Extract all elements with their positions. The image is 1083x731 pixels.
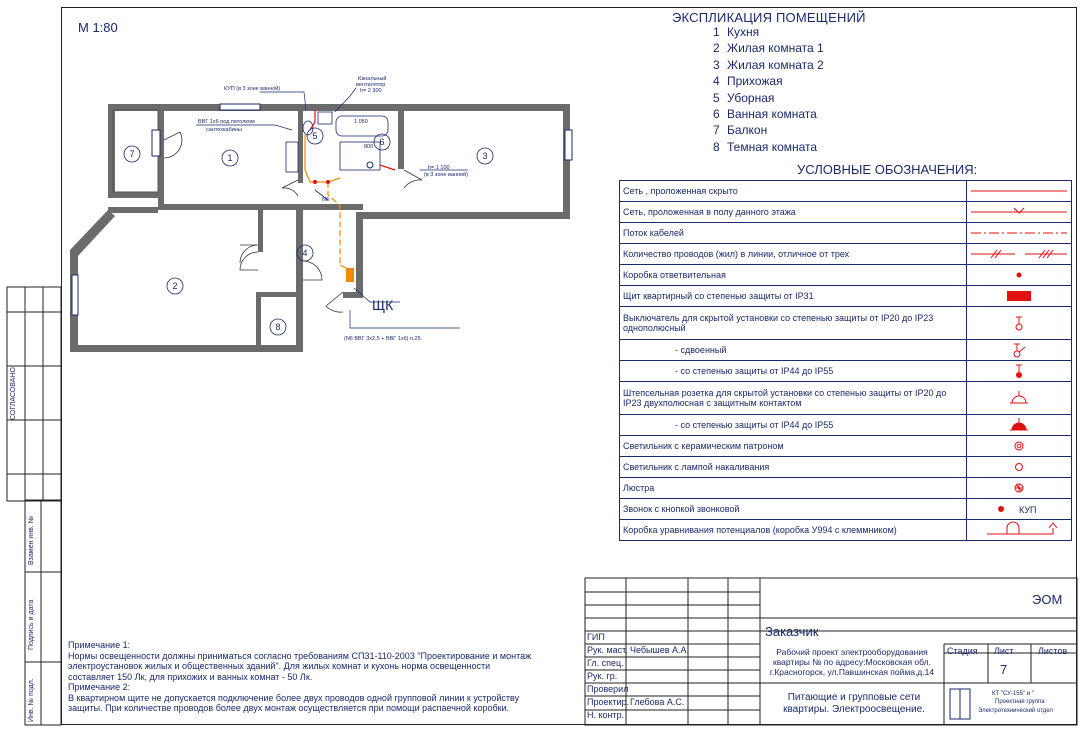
- explication-item: [713, 40, 824, 56]
- legend-text: Светильник с керамическим патроном: [620, 436, 967, 457]
- legend-row: [620, 478, 1072, 499]
- note-2-text: В квартирном щите не допускается подключение более двух проводов одной групповой линии к устройству защиты. При количестве проводов более двух монтаж осуществляется при помощи распаечной коробки.: [68, 692, 520, 713]
- signature-date-label: Подпись и дата: [28, 599, 35, 650]
- dimension-1050: 1 050: [354, 119, 368, 125]
- legend-text: Коробка ответвительная: [620, 265, 967, 286]
- legend-row: [620, 340, 1072, 361]
- role-label: Проверил: [587, 684, 629, 694]
- line-n6-label: N6: [322, 197, 330, 203]
- customer-label: Заказчик: [765, 624, 819, 639]
- legend-row: [620, 223, 1072, 244]
- explication-item: [713, 90, 824, 106]
- role-label: Рук. маст.: [587, 645, 628, 655]
- role-label: ГИП: [587, 632, 605, 642]
- kup-note: КУП (в 3 зоне ванной): [224, 86, 281, 92]
- sheets-label: Листов: [1038, 646, 1068, 656]
- legend-row: [620, 499, 1072, 520]
- legend-text: Звонок с кнопкой звонковой: [620, 499, 967, 520]
- room-name: Темная комната: [727, 139, 818, 154]
- room-name: Кухня: [727, 25, 760, 39]
- switch-ip44-icon: [967, 361, 1072, 382]
- legend-title: УСЛОВНЫЕ ОБОЗНАЧЕНИЯ:: [797, 162, 978, 177]
- notes: [68, 640, 538, 714]
- legend-row: [620, 415, 1072, 436]
- room-number: 5: [713, 90, 720, 105]
- role-person: Глебова А.С.: [630, 697, 685, 707]
- explication-title: ЭКСПЛИКАЦИЯ ПОМЕЩЕНИЙ: [672, 10, 866, 25]
- legend-row: [620, 307, 1072, 340]
- room-number: 7: [713, 123, 720, 138]
- explication-item: [713, 139, 824, 155]
- role-person: Чебышев А.А.: [630, 645, 690, 655]
- explication-item: [713, 122, 824, 138]
- vent-note-3: h= 2 300: [360, 88, 382, 94]
- explication-item: [713, 106, 824, 122]
- drawing-code: ЭОМ: [1032, 592, 1063, 607]
- legend-text: Светильник с лампой накаливания: [620, 457, 967, 478]
- org-name-1: КТ "СУ-155" и ": [992, 691, 1034, 697]
- bell-icon: [967, 499, 1072, 520]
- legend-row: [620, 382, 1072, 415]
- legend-text: - сдвоенный: [620, 340, 967, 361]
- bell-label: КУП: [1019, 505, 1037, 515]
- vent-note-2: вентилятор: [356, 82, 386, 88]
- junction-box-icon: [967, 265, 1072, 286]
- legend-text: Количество проводов (жил) в линии, отличное от трех: [620, 244, 967, 265]
- switch-double-icon: [967, 340, 1072, 361]
- height-1100-note: h= 1 100: [428, 165, 450, 171]
- room-number: 2: [713, 41, 720, 56]
- room-label-6: 6: [379, 137, 385, 147]
- room-label-1: 1: [227, 153, 233, 163]
- panel-label: ЩК: [372, 297, 394, 313]
- line-cable-flow-icon: [967, 223, 1072, 244]
- sheet-number: 7: [1000, 662, 1008, 677]
- room-label-8: 8: [275, 322, 281, 332]
- legend-row: [620, 286, 1072, 307]
- drawing-title: Питающие и групповые сети квартиры. Электроосвещение.: [783, 692, 925, 715]
- legend-row: [620, 361, 1072, 382]
- role-label: Рук. гр.: [587, 671, 618, 681]
- inv-original-label: Инв. № подл.: [28, 678, 35, 722]
- legend-row: [620, 436, 1072, 457]
- explication-item: [713, 73, 824, 89]
- room-number: 1: [713, 25, 720, 39]
- role-label: Гл. спец.: [587, 658, 624, 668]
- explication-list: [713, 24, 824, 155]
- note-2-title: Примечание 2:: [68, 682, 131, 692]
- stage-label: Стадия: [947, 646, 978, 656]
- potential-box-icon: [967, 520, 1072, 541]
- line-floor-icon: [967, 202, 1072, 223]
- panel-board-icon: [967, 286, 1072, 307]
- chandelier-icon: [967, 478, 1072, 499]
- room-number: 3: [713, 57, 720, 72]
- room-number: 6: [713, 107, 720, 122]
- sheet-label: Лист: [994, 646, 1014, 656]
- wire-count-icon: [967, 244, 1072, 265]
- replaced-inv-label: Взамен инв. №: [28, 515, 35, 565]
- side-stamp: [6, 286, 62, 726]
- room-name: Жилая комната 1: [727, 41, 824, 56]
- panel-board-icon: [346, 268, 354, 282]
- legend-text: Поток кабелей: [620, 223, 967, 244]
- agreed-label: СОГЛАСОВАНО:: [10, 365, 17, 420]
- room-label-2: 2: [172, 281, 178, 291]
- legend-text: Щит квартирный со степенью защиты от IP31: [620, 286, 967, 307]
- socket-ip44-icon: [967, 415, 1072, 436]
- vent-note-1: Канальный: [358, 76, 387, 82]
- room-number: 8: [713, 139, 720, 154]
- explication-item: [713, 57, 824, 73]
- cable-ceiling-note-1: ВВГ 1х6 под потолком: [198, 119, 255, 125]
- legend-text: Штепсельная розетка для скрытой установки со степенью защиты от IP20 до IP23 двухполюсная с защитным контактом: [620, 382, 967, 415]
- lamp-ceramic-icon: [967, 436, 1072, 457]
- legend-row: [620, 265, 1072, 286]
- room-name: Жилая комната 2: [727, 57, 824, 72]
- legend-text: - со степенью защиты от IP44 до IP55: [620, 415, 967, 436]
- room-number: 4: [713, 74, 720, 89]
- note-1-text: Нормы освещенности должны приниматься согласно требованиям СП31-110-2003 "Проектирование и монтаж электроустановок жилых и общественных зданий". Для жилых комнат и кухонь норма освещенности составляет 150 Лк, для прихожих и ванных комнат - 50 Лк.: [68, 650, 532, 682]
- room-name: Уборная: [727, 90, 775, 105]
- room-label-7: 7: [129, 149, 135, 159]
- org-name-3: Электротехнический отдел: [978, 708, 1053, 714]
- legend-row: [620, 520, 1072, 541]
- project-description: Рабочий проект электрооборудования квартиры № по адресу:Московская обл, г.Красногорск, ул.Павшинская пойма,д.14: [769, 647, 935, 677]
- room-label-4: 4: [302, 248, 308, 258]
- plan-walls: [70, 104, 570, 352]
- legend-row: [620, 202, 1072, 223]
- cable-ceiling-note-2: сантехкабины: [206, 127, 242, 133]
- legend-text: Люстра: [620, 478, 967, 499]
- line-hidden-icon: [967, 181, 1072, 202]
- role-label: Проектир.: [587, 697, 630, 707]
- legend-text: Коробка уравнивания потенциалов (коробка У994 с клеммником): [620, 520, 967, 541]
- room-name: Ванная комната: [727, 107, 817, 122]
- dimension-800: 800: [364, 144, 374, 150]
- room-label-5: 5: [312, 131, 318, 141]
- height-1100-zone-note: (в 3 зоне ванной): [424, 172, 468, 178]
- switch-single-icon: [967, 307, 1072, 340]
- socket-icon: [967, 382, 1072, 415]
- note-1-title: Примечание 1:: [68, 640, 131, 650]
- legend-text: Сеть , проложенная скрыто: [620, 181, 967, 202]
- floor-plan: [60, 70, 600, 370]
- feed-cable-note: (N6 ВВГ 3х2,5 + ВВГ 1х6) п.25: [344, 336, 421, 342]
- legend-table: [619, 180, 1072, 541]
- legend-row: [620, 457, 1072, 478]
- room-name: Прихожая: [727, 74, 783, 89]
- org-name-2: Проектная группа: [995, 699, 1045, 705]
- legend-row: [620, 244, 1072, 265]
- room-name: Балкон: [727, 123, 768, 138]
- scale-label: М 1:80: [78, 20, 118, 35]
- legend-text: Выключатель для скрытой установки со степенью защиты от IP20 до IP23 однополюсный: [620, 307, 967, 340]
- room-label-3: 3: [482, 151, 488, 161]
- role-label: Н. контр.: [587, 710, 625, 720]
- legend-text: Сеть, проложенная в полу данного этажа: [620, 202, 967, 223]
- legend-row: [620, 181, 1072, 202]
- lamp-incandescent-icon: [967, 457, 1072, 478]
- legend-text: - со степенью защиты от IP44 до IP55: [620, 361, 967, 382]
- explication-item: [713, 24, 824, 40]
